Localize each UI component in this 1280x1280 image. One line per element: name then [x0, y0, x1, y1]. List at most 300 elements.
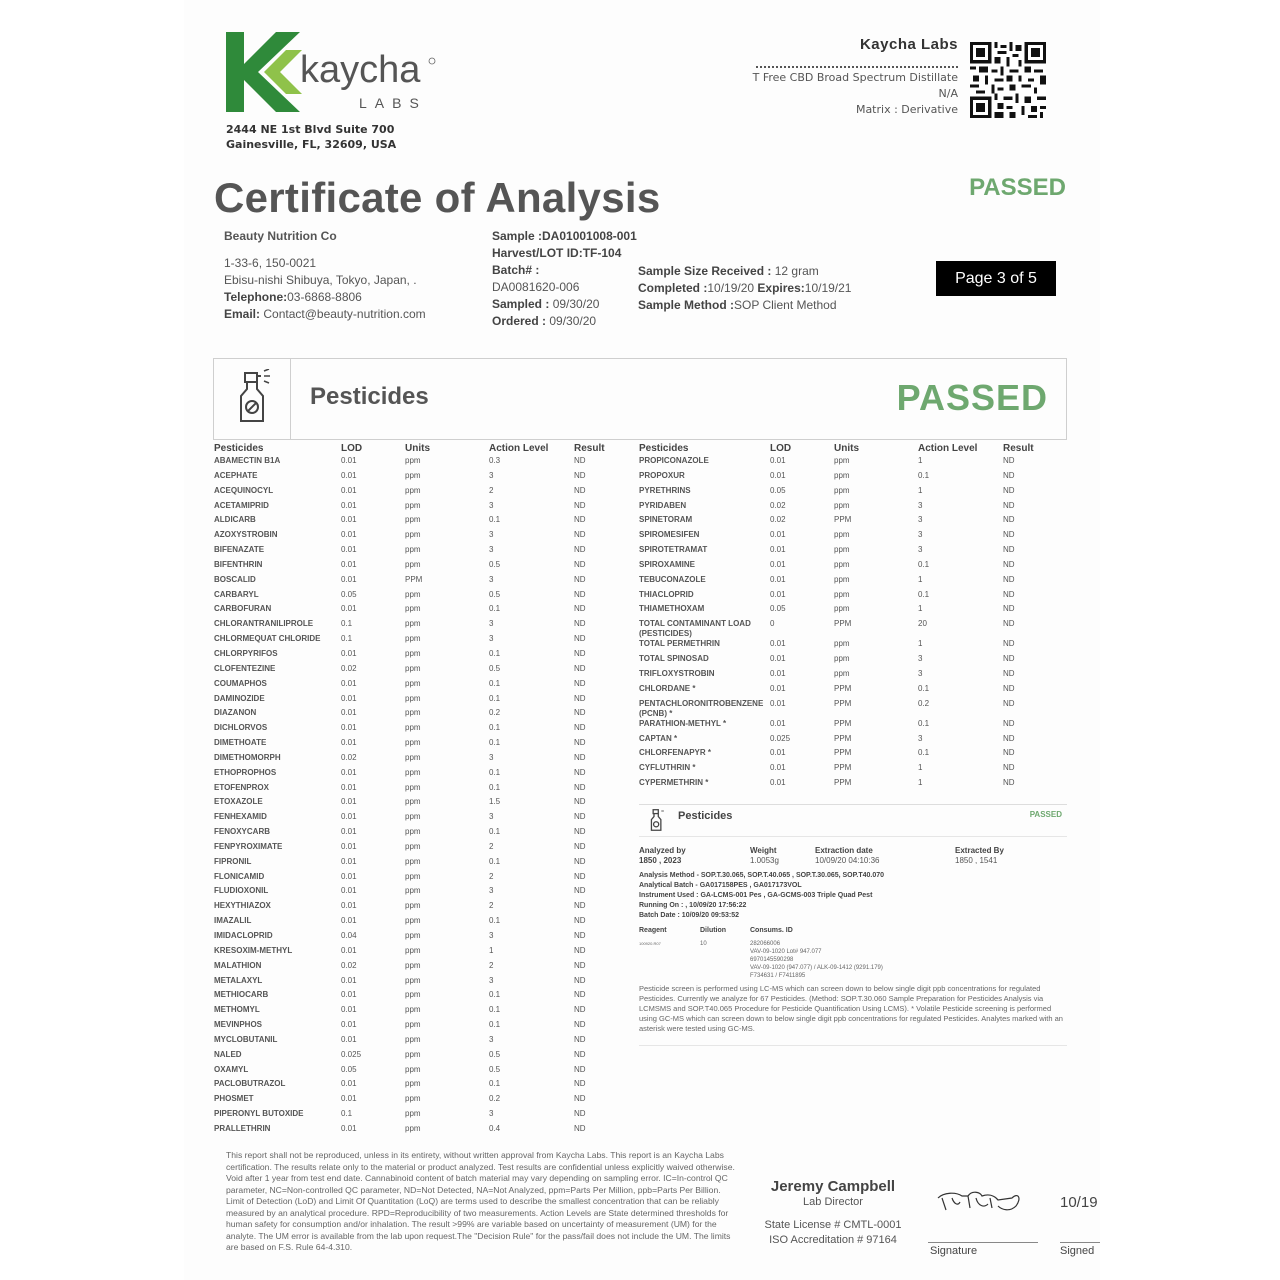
state-license: State License # CMTL-0001: [764, 1219, 902, 1231]
pesticide-name: PYRETHRINS: [639, 485, 691, 495]
pesticide-name: CARBOFURAN: [214, 604, 272, 614]
pesticide-name: ETOFENPROX: [214, 782, 269, 792]
lod-value: 0: [770, 619, 775, 629]
analytical-batch-label: Analytical Batch -: [639, 882, 698, 889]
table-row: [639, 575, 1059, 590]
result-value: ND: [574, 545, 586, 555]
svg-text:LABS: LABS: [359, 95, 427, 111]
weight-label: Weight: [750, 846, 777, 855]
lod-value: 0.01: [341, 886, 357, 896]
spray-bottle-icon: [234, 369, 274, 425]
table-row: [639, 501, 1059, 516]
header-units: Units: [834, 442, 859, 454]
analysis-method-label: Analysis Method -: [639, 872, 699, 879]
table-row: [214, 604, 614, 619]
extracted-value: 1850 , 1541: [955, 856, 998, 865]
table-row: [214, 694, 614, 709]
lod-value: 0.01: [341, 723, 357, 733]
lod-value: 0.01: [770, 545, 786, 555]
units-value: ppm: [405, 708, 421, 718]
table-row: [639, 684, 1059, 699]
header-lod: LOD: [341, 442, 363, 454]
method-row: [638, 297, 851, 314]
analytical-batch: [639, 881, 884, 891]
action-level-value: 0.5: [489, 559, 501, 569]
result-value: ND: [574, 916, 586, 926]
result-value: ND: [574, 1079, 586, 1089]
header-units: Units: [405, 442, 430, 454]
lod-value: 0.025: [770, 733, 791, 743]
units-value: ppm: [834, 485, 850, 495]
pesticide-name: ACEQUINOCYL: [214, 485, 274, 495]
action-level-value: 0.1: [918, 589, 930, 599]
table-row: [214, 827, 614, 842]
size-row: [638, 263, 851, 280]
lod-value: 0.01: [341, 1094, 357, 1104]
result-value: ND: [1003, 545, 1015, 555]
table-row: [214, 545, 614, 560]
pesticide-name: AZOXYSTROBIN: [214, 530, 278, 540]
pesticide-name: DIMETHOMORPH: [214, 752, 281, 762]
result-value: ND: [574, 782, 586, 792]
table-row: [639, 604, 1059, 619]
iso-accreditation: ISO Accreditation # 97164: [769, 1234, 897, 1246]
table-row: [214, 946, 614, 961]
size-value: 12 gram: [774, 264, 819, 278]
result-value: ND: [1003, 574, 1015, 584]
action-level-value: 0.1: [489, 767, 501, 777]
lod-value: 0.01: [770, 574, 786, 584]
table-row: [214, 1005, 614, 1020]
units-value: ppm: [405, 530, 421, 540]
pesticide-name: CYPERMETHRIN *: [639, 778, 709, 788]
client-email: [224, 306, 426, 323]
result-value: ND: [574, 619, 586, 629]
consums-value: 6970145590298: [750, 957, 794, 963]
table-row: [214, 1065, 614, 1080]
lod-value: 0.01: [770, 559, 786, 569]
units-value: ppm: [405, 604, 421, 614]
ordered-value: 09/30/20: [549, 314, 597, 328]
pesticide-name: THIAMETHOXAM: [639, 604, 705, 614]
pesticide-name: DIMETHOATE: [214, 738, 267, 748]
units-value: ppm: [405, 545, 421, 555]
action-level-value: 3: [489, 1109, 494, 1119]
pesticide-name: PACLOBUTRAZOL: [214, 1079, 286, 1089]
dilution-header: [700, 926, 726, 936]
sampled-label: Sampled :: [492, 297, 550, 311]
result-value: ND: [574, 797, 586, 807]
action-level-value: 20: [918, 619, 927, 629]
units-value: ppm: [405, 470, 421, 480]
analyzed-label: Analyzed by: [639, 846, 686, 855]
lod-value: 0.01: [341, 515, 357, 525]
lod-value: 0.01: [341, 990, 357, 1000]
extracted-by: [955, 846, 1004, 866]
action-level-value: 2: [489, 485, 494, 495]
lod-value: 0.05: [341, 1064, 357, 1074]
result-value: ND: [1003, 763, 1015, 773]
table-row: [639, 486, 1059, 501]
lod-value: 0.01: [341, 871, 357, 881]
table-row: [214, 901, 614, 916]
pesticide-method-note: Pesticide screen is performed using LC-MS which can screen down to below single digit ppb concentrations for regulated Pesticides. Currently we analyze for 67 Pesticides. (Method: SOP.T.30.060 Sample Preparation for Pesticides Analysis via LCMSMS and SOP.T40.065 Procedure for Pesticide Quantification Using LCMS). * Volatile Pesticide screening is performed using GC-MS which can screen down to below single digit ppb concentrations for regulated Pesticides. Analytes marked with an asterisk were tested using GC-MS.: [639, 984, 1063, 1033]
action-level-value: 3: [489, 975, 494, 985]
table-row: [214, 916, 614, 931]
action-level-value: 1: [918, 639, 923, 649]
client-address-line2: Ebisu-nishi Shibuya, Tokyo, Japan, .: [224, 273, 417, 287]
pesticide-name: IMAZALIL: [214, 916, 252, 926]
units-value: ppm: [834, 456, 850, 465]
action-level-value: 0.5: [489, 589, 501, 599]
table-row: [214, 1035, 614, 1050]
pesticide-name: CAPTAN *: [639, 733, 678, 743]
units-value: ppm: [834, 574, 850, 584]
pesticide-name: CHLORPYRIFOS: [214, 648, 278, 658]
units-value: ppm: [405, 856, 421, 866]
result-value: ND: [574, 708, 586, 718]
action-level-value: 3: [489, 752, 494, 762]
units-value: ppm: [834, 559, 850, 569]
lod-value: 0.01: [341, 856, 357, 866]
units-value: ppm: [834, 604, 850, 614]
instrument-value: GA-LCMS-001 Pes , GA-GCMS-003 Triple Quad Pest: [700, 892, 873, 899]
action-level-value: 3: [918, 515, 923, 525]
table-row: [639, 734, 1059, 749]
action-level-value: 1.5: [489, 797, 501, 807]
result-value: ND: [1003, 639, 1015, 649]
units-value: ppm: [405, 589, 421, 599]
action-level-value: 1: [918, 763, 923, 773]
signature-line: [928, 1242, 1038, 1243]
result-value: ND: [1003, 500, 1015, 510]
overall-status-badge: PASSED: [969, 174, 1066, 201]
qr-code-icon[interactable]: [970, 42, 1046, 118]
lod-value: 0.01: [770, 763, 786, 773]
result-value: ND: [574, 812, 586, 822]
action-level-value: 3: [489, 470, 494, 480]
lab-address-line1: 2444 NE 1st Blvd Suite 700: [226, 123, 395, 136]
table-row: [214, 797, 614, 812]
units-value: ppm: [405, 841, 421, 851]
header-action-level: Action Level: [489, 442, 549, 454]
units-value: ppm: [405, 797, 421, 807]
units-value: ppm: [405, 456, 421, 465]
result-value: ND: [574, 500, 586, 510]
sampled-value: 09/30/20: [552, 297, 600, 311]
ordered-row: [492, 313, 637, 330]
result-value: ND: [1003, 668, 1015, 678]
units-value: ppm: [405, 1123, 421, 1133]
result-value: ND: [574, 931, 586, 940]
pesticide-name: TEBUCONAZOLE: [639, 574, 706, 584]
spray-bottle-icon: [648, 808, 666, 832]
table-row: [214, 486, 614, 501]
lod-value: 0.01: [341, 604, 357, 614]
signed-label: Signed: [1060, 1245, 1095, 1257]
lod-value: 0.01: [341, 975, 357, 985]
table-row: [214, 619, 614, 634]
action-level-value: 2: [489, 960, 494, 970]
units-value: ppm: [405, 1064, 421, 1074]
consums-value: VAV-09-1020 Lot# 947.077: [750, 949, 822, 955]
units-value: ppm: [405, 1034, 421, 1044]
action-level-value: 3: [489, 574, 494, 584]
units-value: ppm: [405, 500, 421, 510]
units-value: ppm: [405, 723, 421, 733]
units-value: ppm: [405, 812, 421, 822]
result-value: ND: [574, 485, 586, 495]
result-value: ND: [574, 723, 586, 733]
lod-value: 0.01: [341, 678, 357, 688]
units-value: ppm: [405, 931, 421, 940]
result-value: ND: [574, 1005, 586, 1015]
running-value: , 10/09/20 17:56:22: [685, 902, 747, 909]
signed-line: [1060, 1242, 1100, 1243]
pesticide-name: OXAMYL: [214, 1064, 249, 1074]
pesticide-name: FENOXYCARB: [214, 827, 271, 837]
result-value: ND: [574, 1123, 586, 1133]
sample-label: Sample :: [492, 229, 543, 243]
action-level-value: 0.5: [489, 1049, 501, 1059]
lod-value: 0.01: [341, 1034, 357, 1044]
lod-value: 0.01: [341, 708, 357, 718]
lod-value: 0.01: [341, 530, 357, 540]
action-level-value: 0.4: [489, 1123, 501, 1133]
action-level-value: 1: [918, 574, 923, 584]
lod-value: 0.01: [341, 1123, 357, 1133]
pesticides-section-header: [213, 358, 1067, 440]
lod-value: 0.01: [341, 767, 357, 777]
pesticide-name: CLOFENTEZINE: [214, 663, 276, 673]
table-row: [639, 699, 1059, 719]
table-row: [639, 456, 1059, 471]
units-value: ppm: [834, 530, 850, 540]
units-value: ppm: [405, 663, 421, 673]
units-value: ppm: [405, 752, 421, 762]
result-value: ND: [1003, 748, 1015, 758]
result-value: ND: [574, 871, 586, 881]
pesticide-name: FENPYROXIMATE: [214, 841, 283, 851]
result-value: ND: [1003, 515, 1015, 525]
action-level-value: 0.3: [489, 456, 501, 465]
table-row: [639, 530, 1059, 545]
units-value: ppm: [405, 827, 421, 837]
action-level-value: 0.1: [918, 470, 930, 480]
units-value: ppm: [405, 485, 421, 495]
pesticide-name: ACETAMIPRID: [214, 500, 269, 510]
product-na: N/A: [938, 87, 958, 100]
result-value: ND: [574, 530, 586, 540]
units-value: PPM: [834, 619, 852, 629]
license-info: [740, 1218, 926, 1248]
client-address-line1: 1-33-6, 150-0021: [224, 256, 317, 270]
consums-label: Consums. ID: [750, 927, 793, 934]
lod-value: 0.01: [341, 574, 357, 584]
action-level-value: 2: [489, 901, 494, 911]
lod-value: 0.01: [341, 500, 357, 510]
lod-value: 0.01: [341, 470, 357, 480]
action-level-value: 1: [918, 778, 923, 788]
email-label: Email:: [224, 307, 261, 321]
units-value: PPM: [834, 515, 852, 525]
table-row: [214, 857, 614, 872]
lod-value: 0.01: [341, 545, 357, 555]
table-row: [639, 590, 1059, 605]
pesticide-name: FLUDIOXONIL: [214, 886, 269, 896]
action-level-value: 1: [918, 456, 923, 465]
action-level-value: 3: [918, 733, 923, 743]
lod-value: 0.02: [341, 752, 357, 762]
table-row: [214, 1109, 614, 1124]
result-value: ND: [574, 604, 586, 614]
lod-value: 0.01: [770, 683, 786, 693]
page-indicator: Page 3 of 5: [936, 261, 1056, 296]
pesticide-name: PIPERONYL BUTOXIDE: [214, 1109, 304, 1119]
units-value: ppm: [834, 470, 850, 480]
action-level-value: 1: [918, 604, 923, 614]
pesticide-name: ACEPHATE: [214, 470, 258, 480]
lod-value: 0.01: [341, 945, 357, 955]
result-value: ND: [1003, 778, 1015, 788]
pesticide-name: CHLORMEQUAT CHLORIDE: [214, 634, 321, 644]
result-value: ND: [1003, 589, 1015, 599]
telephone-label: Telephone:: [224, 290, 288, 304]
units-value: ppm: [405, 990, 421, 1000]
action-level-value: 0.1: [489, 604, 501, 614]
table-row: [214, 501, 614, 516]
action-level-value: 0.1: [489, 782, 501, 792]
result-value: ND: [1003, 733, 1015, 743]
units-value: ppm: [405, 916, 421, 926]
result-value: ND: [574, 634, 586, 644]
completed-label: Completed :: [638, 281, 708, 295]
pesticide-name: MALATHION: [214, 960, 262, 970]
result-value: ND: [574, 1049, 586, 1059]
result-value: ND: [1003, 619, 1015, 629]
action-level-value: 0.5: [489, 663, 501, 673]
consums-value: 282066006: [750, 941, 781, 947]
batch-id: DA0081620-006: [492, 280, 580, 294]
sample-dates: [638, 263, 851, 314]
table-row: [639, 515, 1059, 530]
pesticide-name: METALAXYL: [214, 975, 263, 985]
action-level-value: 3: [918, 654, 923, 664]
result-value: ND: [1003, 604, 1015, 614]
lod-value: 0.01: [341, 648, 357, 658]
result-value: ND: [574, 1064, 586, 1074]
action-level-value: 2: [489, 841, 494, 851]
table-row: [214, 1079, 614, 1094]
lod-value: 0.01: [770, 778, 786, 788]
sample-id: DA01001008-001: [542, 229, 637, 243]
pesticide-name: PROPICONAZOLE: [639, 456, 709, 465]
header-lod: LOD: [770, 442, 792, 454]
action-level-value: 0.2: [489, 708, 501, 718]
units-value: ppm: [405, 1094, 421, 1104]
result-value: ND: [574, 856, 586, 866]
analytical-batch-value: GA017158PES , GA017173VOL: [699, 882, 802, 889]
pesticide-name: TOTAL PERMETHRIN: [639, 639, 720, 649]
result-value: ND: [574, 975, 586, 985]
result-value: ND: [574, 678, 586, 688]
pesticide-name: PENTACHLORONITROBENZENE (PCNB) *: [639, 698, 764, 718]
result-value: ND: [1003, 456, 1015, 465]
panel-status-badge: PASSED: [1029, 810, 1062, 819]
action-level-value: 2: [489, 871, 494, 881]
lod-value: 0.01: [341, 901, 357, 911]
action-level-value: 0.1: [489, 1005, 501, 1015]
lod-value: 0.02: [770, 515, 786, 525]
analysis-details: [639, 871, 884, 921]
lod-value: 0.04: [341, 931, 357, 940]
lod-value: 0.02: [341, 663, 357, 673]
header-result: Result: [574, 442, 605, 454]
result-value: ND: [574, 1109, 586, 1119]
units-value: ppm: [834, 500, 850, 510]
pesticide-name: PYRIDABEN: [639, 500, 687, 510]
ordered-label: Ordered :: [492, 314, 547, 328]
action-level-value: 0.1: [489, 678, 501, 688]
pesticide-name: CHLORFENAPYR *: [639, 748, 712, 758]
pesticide-name: CYFLUTHRIN *: [639, 763, 696, 773]
action-level-value: 3: [489, 886, 494, 896]
lab-director-role: Lab Director: [803, 1196, 863, 1208]
svg-text:kaycha: kaycha: [300, 49, 421, 91]
sample-id-row: [492, 228, 637, 245]
table-row: [639, 639, 1059, 654]
action-level-value: 0.1: [489, 856, 501, 866]
result-value: ND: [574, 456, 586, 465]
consums-values: [750, 940, 883, 980]
panel-title: Pesticides: [678, 810, 733, 822]
pesticide-name: SPIROXAMINE: [639, 559, 696, 569]
consums-value: F734631 / F7411895: [750, 973, 806, 979]
action-level-value: 3: [489, 812, 494, 822]
units-value: ppm: [405, 678, 421, 688]
table-row: [214, 783, 614, 798]
pesticide-name: METHIOCARB: [214, 990, 269, 1000]
lod-value: 0.01: [770, 589, 786, 599]
action-level-value: 0.1: [489, 648, 501, 658]
section-title: Pesticides: [310, 383, 429, 410]
result-value: ND: [574, 574, 586, 584]
lab-address: [226, 122, 396, 152]
pesticide-name: PROPOXUR: [639, 470, 685, 480]
units-value: ppm: [405, 782, 421, 792]
result-value: ND: [574, 1034, 586, 1044]
table-row: [214, 961, 614, 976]
batch-row: [492, 262, 637, 279]
table-row: [214, 634, 614, 649]
table-row: [214, 1094, 614, 1109]
units-value: PPM: [834, 748, 852, 758]
table-row: [639, 669, 1059, 684]
action-level-value: 3: [918, 668, 923, 678]
units-value: PPM: [834, 718, 852, 728]
lod-value: 0.01: [341, 827, 357, 837]
pesticide-name: THIACLOPRID: [639, 589, 694, 599]
email-value: Contact@beauty-nutrition.com: [263, 307, 426, 321]
pesticide-name: TOTAL CONTAMINANT LOAD (PESTICIDES): [639, 619, 751, 639]
action-level-value: 0.5: [489, 1064, 501, 1074]
reagent-label: Reagent: [639, 927, 667, 934]
units-value: ppm: [405, 886, 421, 896]
lod-value: 0.1: [341, 619, 353, 629]
action-level-value: 3: [918, 530, 923, 540]
action-level-value: 0.1: [489, 990, 501, 1000]
lod-value: 0.01: [341, 812, 357, 822]
